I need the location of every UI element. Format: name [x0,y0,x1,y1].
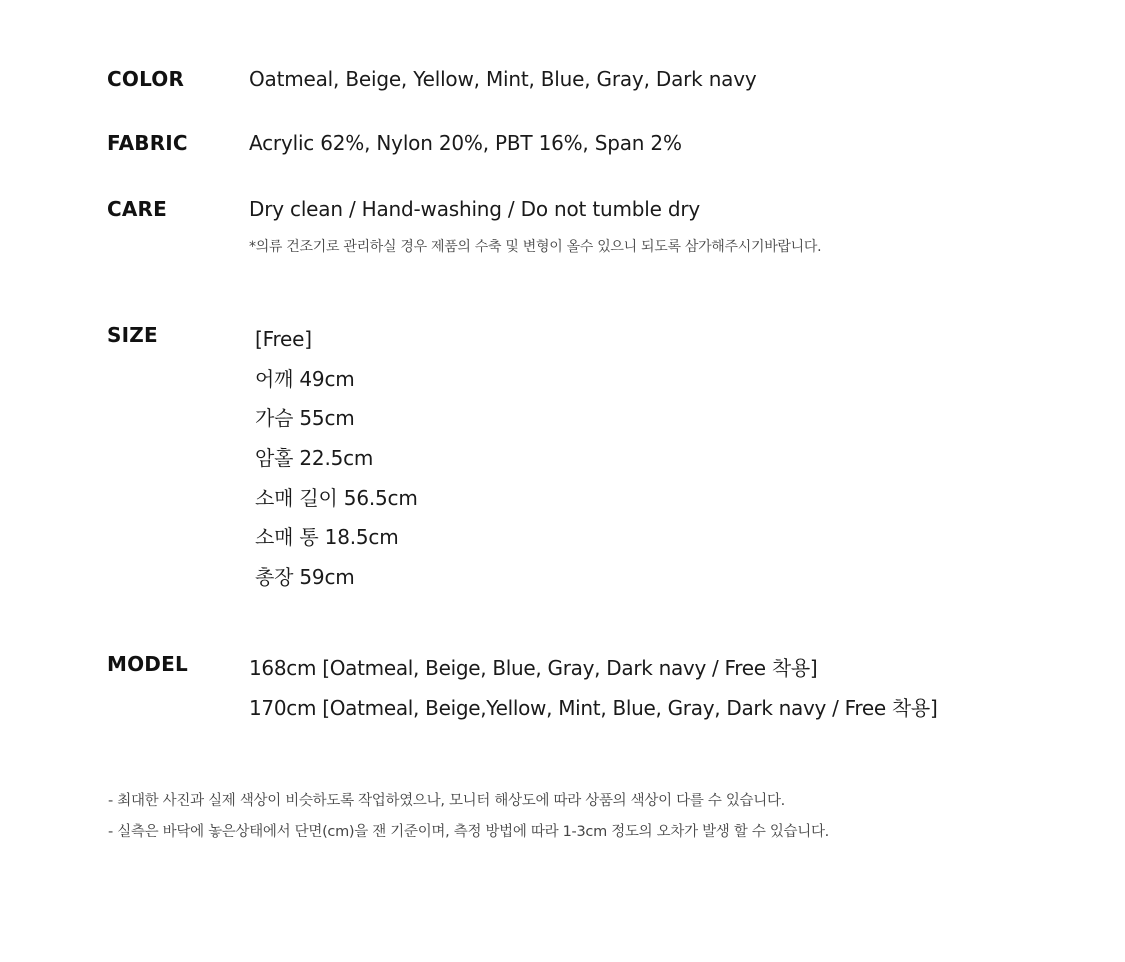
model-item: 170cm [Oatmeal, Beige,Yellow, Mint, Blue, Gray, Dark navy / Free 착용] [249,696,938,720]
fabric-value: Acrylic 62%, Nylon 20%, PBT 16%, Span 2% [249,131,682,155]
size-item: 어깨 49cm [255,366,355,391]
footnote: - 최대한 사진과 실제 색상이 비슷하도록 작업하였으나, 모니터 해상도에 따라 상품의 색상이 다를 수 있습니다. [108,793,785,809]
color-label: COLOR [107,67,185,91]
size-item: [Free] [255,327,312,351]
model-label: MODEL [107,652,188,676]
size-item: 소매 통 18.5cm [255,525,399,550]
size-item: 가슴 55cm [255,406,355,431]
care-label: CARE [107,197,168,221]
footnote: - 실측은 바닥에 놓은상태에서 단면(cm)을 잰 기준이며, 측정 방법에 따라 1-3cm 정도의 오차가 발생 할 수 있습니다. [108,824,829,840]
size-label: SIZE [107,323,158,347]
fabric-label: FABRIC [107,131,188,155]
model-list [249,648,937,728]
size-item: 총장 59cm [255,565,355,590]
model-item: 168cm [Oatmeal, Beige, Blue, Gray, Dark navy / Free 착용] [249,656,818,680]
care-value: Dry clean / Hand-washing / Do not tumble dry [249,197,701,221]
care-note: *의류 건조기로 관리하실 경우 제품의 수축 및 변형이 올수 있으니 되도록 삼가해주시기바랍니다. [249,239,822,255]
color-value: Oatmeal, Beige, Yellow, Mint, Blue, Gray, Dark navy [249,67,757,91]
size-item: 소매 길이 56.5cm [255,485,418,510]
footnotes [108,786,829,848]
size-item: 암홀 22.5cm [255,446,374,471]
size-list [255,320,418,598]
